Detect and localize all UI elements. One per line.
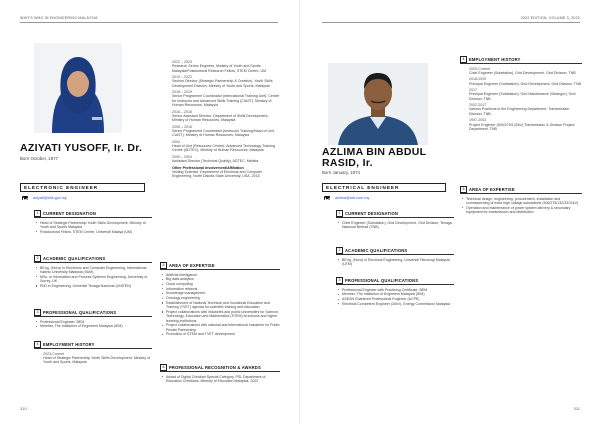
list-item: Technical design, engineering, procurement, installation and commissioning of extra high voltage substations (500/275/132/33/11kV) bbox=[466, 197, 582, 206]
list-item: Project collaborations with industries and public universities for Science, Technology, Education and Mathematics (STEM) at schools and higher learning institutions bbox=[166, 309, 279, 323]
section-area-of-expertise bbox=[460, 186, 582, 215]
section-title: PROFESSIONAL QUALIFICATIONS bbox=[345, 277, 419, 283]
list-item: Ontology engineering bbox=[166, 296, 280, 300]
section-academic-qualifications bbox=[34, 255, 152, 288]
section-number: 3 bbox=[34, 309, 41, 316]
entry-year: 2019 – 2022 bbox=[172, 75, 192, 80]
entry-text: Chief Engineer (Substation), Grid Development, Grid Division, TNB bbox=[469, 70, 576, 75]
section-number: 4 bbox=[34, 341, 41, 348]
section-employment-history bbox=[460, 56, 582, 133]
list-item: MSc. in Information and Process Systems Engineering, University of Surrey, UK bbox=[40, 275, 152, 284]
list-item: Promotion of STEM and TVET development bbox=[166, 332, 280, 336]
section-current-designation bbox=[336, 210, 454, 230]
list-item: Knowledge management bbox=[166, 291, 280, 295]
entry-text: Project Engineer (500/275/132kV) Transmission & Division Project Department, TNB bbox=[469, 122, 575, 131]
section-number: 5 bbox=[160, 262, 167, 269]
section-header bbox=[34, 341, 152, 349]
list-item: Big data analytics bbox=[166, 277, 280, 281]
list-item: Establishment of National Technical and Vocational Education and Training (TVET) agenda for scientific training and education bbox=[166, 301, 280, 310]
role-banner bbox=[20, 183, 145, 192]
section-area-of-expertise bbox=[160, 262, 280, 337]
entry-text: Section Director (Strategic Partnership & Creative), Youth Skills Development Division, Ministry of Youth and Sports, Malaysia bbox=[172, 79, 273, 88]
section-header bbox=[336, 210, 454, 218]
person-name: AZLIMA BIN ABDUL RASID, Ir. bbox=[322, 146, 427, 169]
section-header bbox=[160, 364, 280, 372]
section-title: CURRENT DESIGNATION bbox=[345, 210, 399, 216]
portrait-photo bbox=[328, 63, 428, 145]
section-title: PROFESSIONAL QUALIFICATIONS bbox=[43, 309, 117, 315]
list-item: Operation and maintenance of power system delivery & secondary equipment for transmission and distribution bbox=[466, 206, 582, 215]
history-column bbox=[172, 60, 280, 181]
list-item: Chief Engineer (Substation), Grid Development, Grid Division, Tenaga Nasional Berhad (TNB) bbox=[342, 221, 454, 230]
section-academic-qualifications bbox=[336, 247, 454, 267]
affiliation-entry bbox=[172, 166, 280, 179]
running-head: 2022 EDITION, VOLUME 3, 2022 bbox=[520, 16, 580, 20]
entry-year: 2000 – 2004 bbox=[172, 154, 192, 159]
page-number: 310 bbox=[20, 406, 27, 411]
list-item: Electrical Competent Engineer (30kV), Energy Commission Malaysia bbox=[342, 302, 454, 306]
entry-text: Principal Engineer (Substation), Grid Maintenance (Selangor), Grid Division, TNB bbox=[469, 92, 576, 101]
birth-date: Born October, 1977 bbox=[20, 156, 59, 161]
entry-heading: Other Professional Involvement/Affiliation bbox=[172, 165, 244, 170]
entry-year: 2006 – 2016 bbox=[172, 124, 192, 129]
employment-entry bbox=[469, 88, 582, 101]
employment-entry bbox=[469, 118, 582, 131]
list-item: BEng. (Hons) in Electrical Engineering, Universiti Teknologi Malaysia (UTM) bbox=[342, 258, 454, 267]
employment-entry bbox=[469, 103, 582, 116]
section-title: AREA OF EXPERTISE bbox=[469, 186, 515, 192]
section-employment-history bbox=[34, 341, 152, 367]
section-number: 2 bbox=[34, 255, 41, 262]
section-title: EMPLOYMENT HISTORY bbox=[469, 56, 521, 62]
section-number: 6 bbox=[160, 364, 167, 371]
section-professional-qualifications bbox=[34, 309, 152, 329]
entry-text: Principal Engineer (Substation), Grid Development, Grid Division, TNB bbox=[469, 81, 581, 86]
section-number: 1 bbox=[34, 210, 41, 217]
section-header bbox=[460, 56, 582, 64]
email-link[interactable]: aziyati@bhk.gov.my bbox=[33, 195, 67, 200]
entry-text: Visiting Scientist, Department of Electrical and Computer Engineering, North Dakota State University, USA, 2015 bbox=[172, 169, 263, 179]
entry-year: 2018 – 2019 bbox=[172, 90, 192, 95]
list-item: Head of Strategic Partnership Youth Skills Development, Ministry of Youth and Sports Malaysia bbox=[40, 221, 152, 230]
section-title: PROFESSIONAL RECOGNITION & AWARDS bbox=[169, 364, 261, 370]
section-title: ACADEMIC QUALIFICATIONS bbox=[345, 247, 408, 253]
entry-text: Senior Assistant Director, Department of Skills Development, Ministry of Human Resources, Malaysia bbox=[172, 113, 269, 123]
person-name: AZIYATI YUSOFF, Ir. Dr. bbox=[20, 142, 143, 154]
employment-entry bbox=[34, 352, 152, 365]
section-number: 4 bbox=[460, 56, 467, 63]
list-item: Artificial intelligence bbox=[166, 273, 280, 277]
list-item: ASEAN Chartered Professional Engineer (ACPE) bbox=[342, 297, 454, 301]
section-number: 5 bbox=[460, 186, 467, 193]
history-entry bbox=[172, 60, 280, 73]
entry-text: Senior Programme Coordinator (International Training Unit), Centre for Instructor and Advanced Skills Training (CIAST), Ministry of Human Resources, Malaysia bbox=[172, 94, 280, 108]
list-item: PhD in Engineering, Universiti Tenaga Nasional (UNITEN) bbox=[40, 284, 152, 288]
role-title: ELECTRONIC ENGINEER bbox=[24, 185, 99, 190]
section-recognition-awards bbox=[160, 364, 280, 384]
entry-year: 2002-2017 bbox=[469, 103, 487, 108]
section-current-designation bbox=[34, 210, 152, 234]
entry-text: Various Positions in the Engineering Department, Transmission Division, TNB bbox=[469, 107, 570, 116]
entry-year: 2016 – 2018 bbox=[172, 109, 192, 114]
history-entry bbox=[172, 90, 280, 107]
entry-year: 2022 – 2023 bbox=[172, 60, 192, 64]
section-title: ACADEMIC QUALIFICATIONS bbox=[43, 255, 106, 261]
page-number: 311 bbox=[573, 406, 580, 411]
list-item: Professional Engineer, BEM bbox=[40, 320, 152, 324]
history-entry bbox=[172, 125, 280, 138]
history-entry bbox=[172, 155, 280, 164]
history-entry bbox=[172, 110, 280, 123]
section-number: 2 bbox=[336, 247, 343, 254]
list-item: Member, The Institution of Engineers Malaysia (IEM) bbox=[40, 324, 152, 328]
list-item: Cloud computing bbox=[166, 282, 280, 286]
list-item: Professional Engineer with Practising Certificate, BEM bbox=[342, 288, 454, 292]
section-professional-qualifications bbox=[336, 277, 454, 306]
entry-year: 2018-2020 bbox=[469, 77, 487, 82]
entry-text: Head of Unit (Resources Centre), Advanced Technology Training Centre (ADTEC), Ministry of Human Resources, Malaysia bbox=[172, 143, 276, 153]
section-number: 1 bbox=[336, 210, 343, 217]
section-header bbox=[34, 255, 152, 263]
entry-year: 2004 bbox=[172, 139, 180, 144]
section-number: 3 bbox=[336, 277, 343, 284]
entry-year: 1997-2002 bbox=[469, 118, 487, 123]
section-header bbox=[336, 247, 454, 255]
entry-year: 2023-Current bbox=[43, 351, 65, 356]
section-title: EMPLOYMENT HISTORY bbox=[43, 341, 95, 347]
entry-text: Research Senior Engineer, Ministry of Youth and Sports Malaysia/Postdoctoral Research Fellow, STEM Centre, UM bbox=[172, 64, 267, 73]
running-head: WHO'S WHO IN ENGINEERING MALAYSIA bbox=[20, 16, 98, 20]
section-header bbox=[460, 186, 582, 194]
list-item: Project collaborations with national and international industries for Public Private Partnership bbox=[166, 323, 280, 332]
birth-date: Born January, 1974 bbox=[322, 170, 360, 175]
email-icon bbox=[22, 196, 28, 200]
section-header bbox=[34, 210, 152, 218]
employment-entry bbox=[469, 67, 582, 76]
email-link[interactable]: azlima@tnb.com.my bbox=[335, 195, 370, 200]
right-page bbox=[300, 0, 600, 424]
section-header bbox=[336, 277, 454, 285]
email-icon bbox=[324, 196, 330, 200]
list-item: Information retrieval bbox=[166, 287, 280, 291]
role-title: ELECTRICAL ENGINEER bbox=[326, 185, 400, 190]
employment-entry bbox=[469, 77, 582, 86]
section-title: AREA OF EXPERTISE bbox=[169, 262, 215, 268]
list-item: Postdoctoral Fellow, STEM Centre, Universiti Malaya (UM) bbox=[40, 230, 152, 234]
entry-text: Senior Programme Coordinator (Instructor Training/Head of Unit, CIAST), Ministry of Human Resources, Malaysia bbox=[172, 128, 275, 138]
role-banner bbox=[322, 183, 446, 192]
list-item: Award of Digital Christian Special Category, PSL Department of Education Christians, Ministry of Education Malaysia, 2022 bbox=[166, 375, 280, 384]
entry-year: 2020-Current bbox=[469, 66, 491, 71]
history-entry bbox=[172, 75, 280, 88]
history-entry bbox=[172, 140, 280, 153]
portrait-photo bbox=[34, 43, 122, 133]
list-item: BEng. (Hons) in Electronic and Computer Engineering, International Islamic University Malaysia (IIUM) bbox=[40, 266, 152, 275]
entry-text: Head of Strategic Partnership Youth Skills Development, Ministry of Youth and Sports, Malaysia bbox=[43, 355, 151, 365]
header-rule bbox=[20, 22, 278, 23]
header-rule bbox=[322, 22, 580, 23]
entry-year: 2017 bbox=[469, 88, 477, 93]
section-header bbox=[160, 262, 280, 270]
list-item: Member, The Institution of Engineers Malaysia (IEM) bbox=[342, 292, 454, 296]
section-header bbox=[34, 309, 152, 317]
section-title: CURRENT DESIGNATION bbox=[43, 210, 97, 216]
entry-text: Assistant Director (Technical Quality), ADTEC, Melaka bbox=[172, 159, 259, 164]
